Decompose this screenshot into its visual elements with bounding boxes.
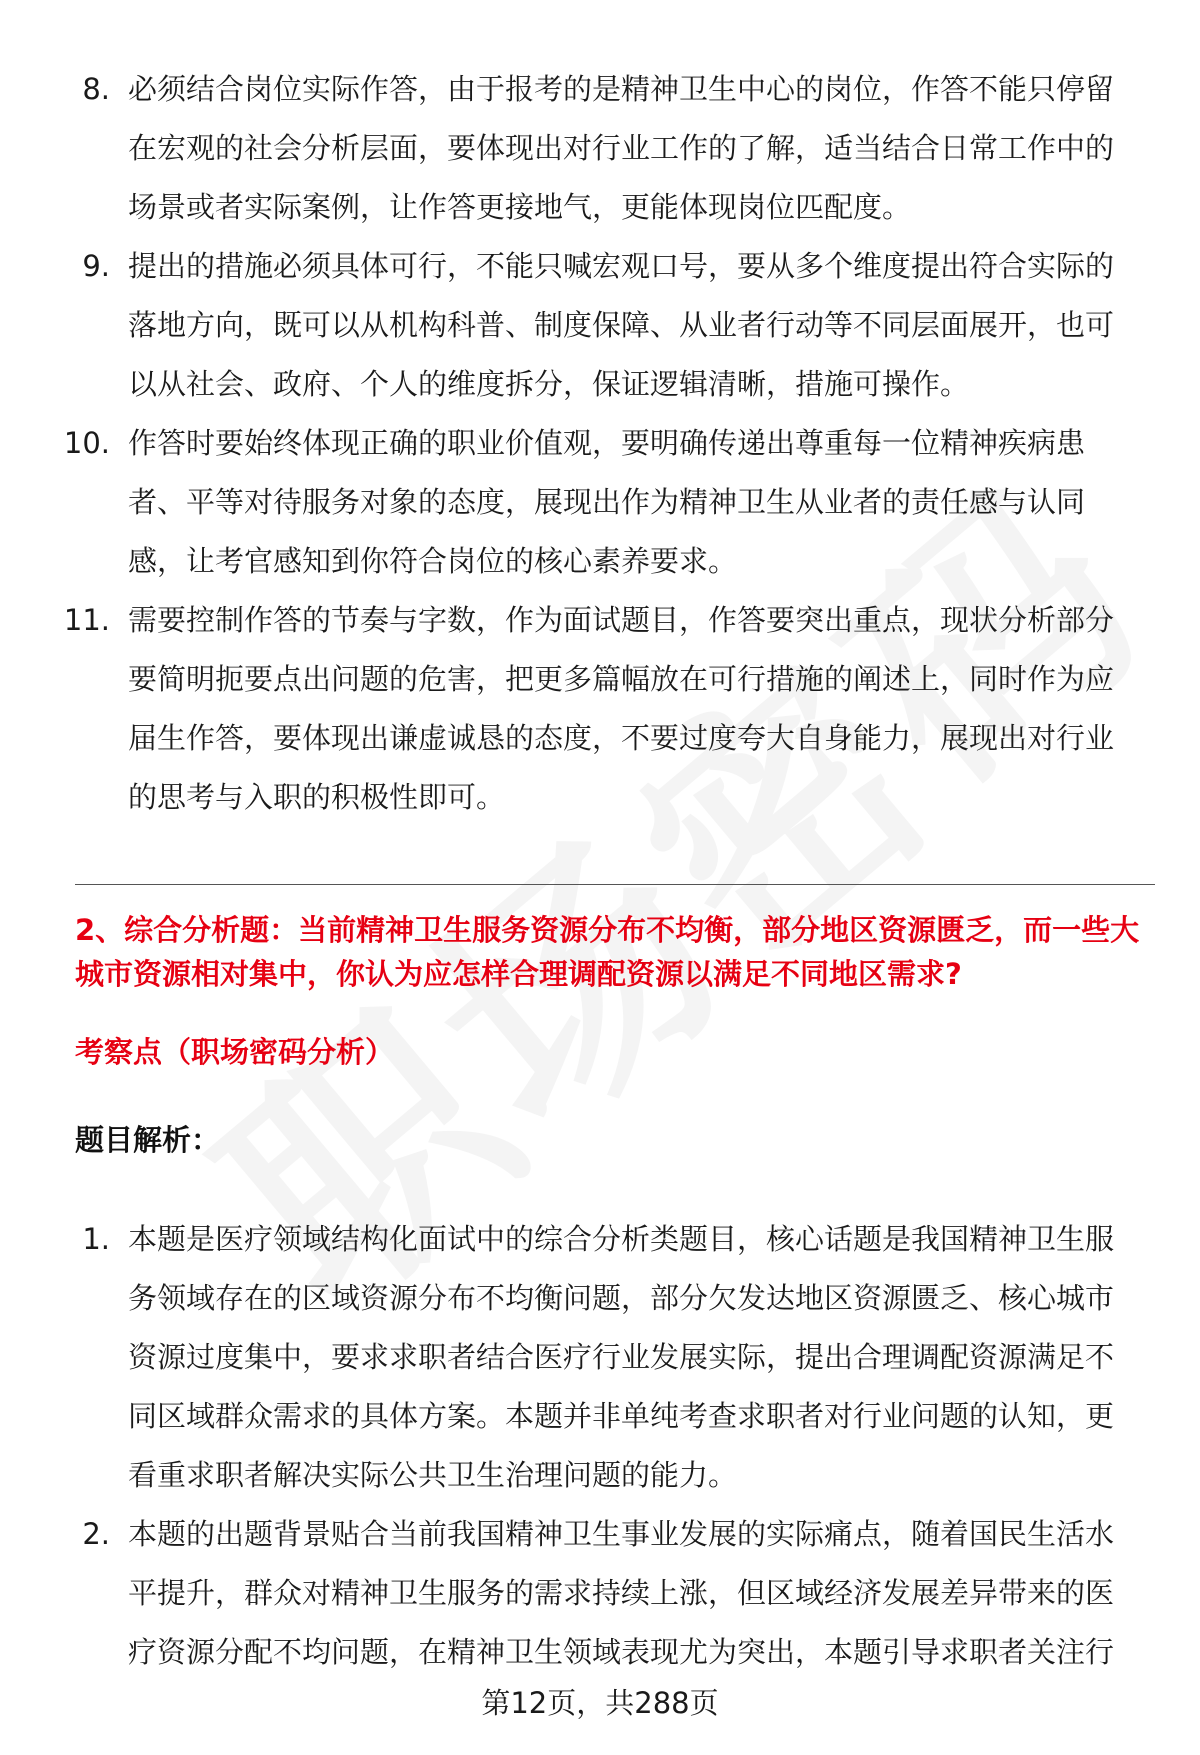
item-number: 11.	[63, 603, 110, 637]
page-footer: 第12页，共288页	[481, 1686, 719, 1720]
exam-point-heading: 考察点（职场密码分析）	[75, 1035, 395, 1069]
list-item	[0, 591, 1200, 827]
item-text: 必须结合岗位实际作答，由于报考的是精神卫生中心的岗位，作答不能只停留在宏观的社会分析层面，要体现出对行业工作的了解，适当结合日常工作中的场景或者实际案例，让作答更接地气，更能体现岗位匹配度。	[128, 72, 1115, 224]
list-item	[0, 1210, 1200, 1505]
list-item	[0, 1505, 1200, 1682]
item-text: 本题的出题背景贴合当前我国精神卫生事业发展的实际痛点，随着国民生活水平提升，群众对精神卫生服务的需求持续上涨，但区域经济发展差异带来的医疗资源分配不均问题，在精神卫生领域表现尤为突出，本题引导求职者关注行	[128, 1517, 1115, 1669]
item-text: 需要控制作答的节奏与字数，作为面试题目，作答要突出重点，现状分析部分要简明扼要点出问题的危害，把更多篇幅放在可行措施的阐述上，同时作为应届生作答，要体现出谦虚诚恳的态度，不要过度夸大自身能力，展现出对行业的思考与入职的积极性即可。	[128, 603, 1115, 814]
item-number: 10.	[63, 426, 110, 460]
tips-list	[0, 60, 1200, 827]
item-number: 9.	[82, 249, 110, 283]
list-item	[0, 237, 1200, 414]
section-divider	[75, 884, 1155, 885]
item-text: 提出的措施必须具体可行，不能只喊宏观口号，要从多个维度提出符合实际的落地方向，既可以从机构科普、制度保障、从业者行动等不同层面展开，也可以从社会、政府、个人的维度拆分，保证逻辑清晰，措施可操作。	[128, 249, 1115, 401]
list-item	[0, 60, 1200, 237]
item-text: 本题是医疗领域结构化面试中的综合分析类题目，核心话题是我国精神卫生服务领域存在的区域资源分布不均衡问题，部分欠发达地区资源匮乏、核心城市资源过度集中，要求求职者结合医疗行业发展实际，提出合理调配资源满足不同区域群众需求的具体方案。本题并非单纯考查求职者对行业问题的认知，更看重求职者解决实际公共卫生治理问题的能力。	[128, 1222, 1115, 1492]
question-title: 2、综合分析题：当前精神卫生服务资源分布不均衡，部分地区资源匮乏，而一些大城市资源相对集中，你认为应怎样合理调配资源以满足不同地区需求?	[75, 913, 1140, 991]
analysis-heading: 题目解析：	[75, 1123, 221, 1157]
item-number: 1.	[82, 1222, 110, 1256]
item-text: 作答时要始终体现正确的职业价值观，要明确传递出尊重每一位精神疾病患者、平等对待服务对象的态度，展现出作为精神卫生从业者的责任感与认同感，让考官感知到你符合岗位的核心素养要求。	[128, 426, 1086, 578]
item-number: 2.	[82, 1517, 110, 1551]
item-number: 8.	[82, 72, 110, 106]
analysis-list	[0, 1210, 1200, 1682]
list-item	[0, 414, 1200, 591]
